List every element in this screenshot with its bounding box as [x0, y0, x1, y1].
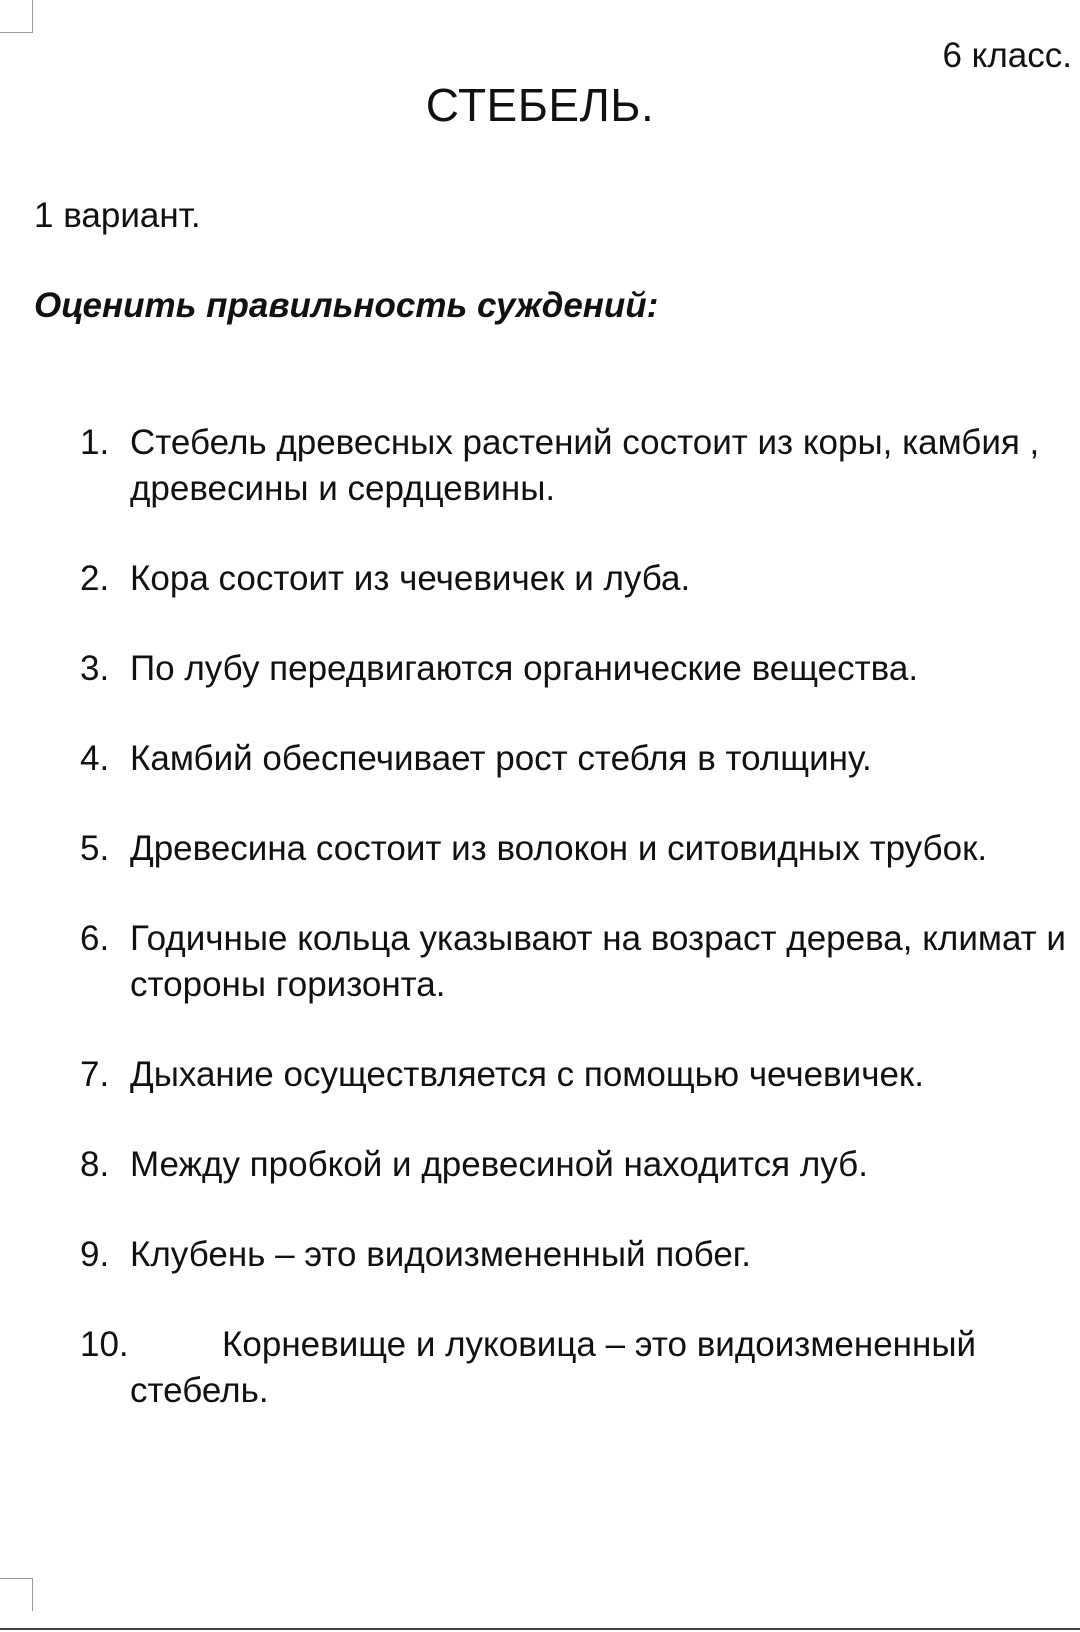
page-bottom-edge	[0, 1628, 1080, 1630]
statement-text: По лубу передвигаются органические вещества.	[130, 649, 919, 688]
statement-number: 8.	[80, 1145, 110, 1184]
statement-item	[80, 1052, 1070, 1098]
statement-text: Кора состоит из чечевичек и луба.	[130, 559, 691, 598]
page-corner-mark-bottom	[0, 1578, 33, 1611]
statement-text: Между пробкой и древесиной находится луб.	[130, 1145, 868, 1184]
statement-text: Древесина состоит из волокон и ситовидных трубок.	[130, 829, 988, 868]
grade-label: 6 класс.	[942, 36, 1072, 75]
variant-label: 1 вариант.	[34, 196, 201, 235]
statement-number: 10.	[80, 1325, 129, 1364]
statement-text: Стебель древесных растений состоит из коры, камбия , древесины и сердцевины.	[130, 423, 1040, 508]
statement-text: Клубень – это видоизмененный побег.	[130, 1235, 752, 1274]
statement-item	[80, 736, 1070, 782]
statement-item	[80, 646, 1070, 692]
statement-item	[80, 916, 1070, 1008]
statement-number: 2.	[80, 559, 110, 598]
document-title: СТЕБЕЛЬ.	[425, 79, 655, 131]
statement-number: 1.	[80, 423, 110, 462]
statement-number: 9.	[80, 1235, 110, 1274]
statement-number: 5.	[80, 829, 110, 868]
instruction-text: Оценить правильность суждений:	[34, 286, 659, 325]
statement-number: 6.	[80, 919, 110, 958]
statement-text: Камбий обеспечивает рост стебля в толщину.	[130, 739, 872, 778]
statement-item	[80, 1322, 1070, 1414]
statement-text: Корневище и луковица – это видоизмененный стебель.	[130, 1325, 977, 1410]
statement-number: 7.	[80, 1055, 110, 1094]
statements-list	[80, 420, 1070, 1458]
statement-item	[80, 420, 1070, 512]
statement-number: 3.	[80, 649, 110, 688]
statement-item	[80, 556, 1070, 602]
statement-item	[80, 1142, 1070, 1188]
statement-item	[80, 1232, 1070, 1278]
statement-text: Годичные кольца указывают на возраст дерева, климат и стороны горизонта.	[130, 919, 1066, 1004]
page-corner-mark-top	[0, 0, 33, 33]
statement-text-wrapper	[130, 1322, 1070, 1414]
statement-text: Дыхание осуществляется с помощью чечевичек.	[130, 1055, 924, 1094]
statement-number: 4.	[80, 739, 110, 778]
statement-item	[80, 826, 1070, 872]
